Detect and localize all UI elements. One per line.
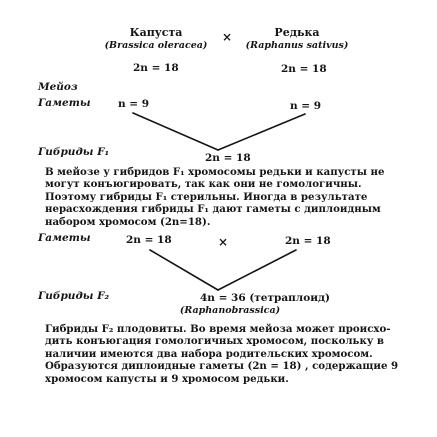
f1-cross-line-left — [133, 113, 218, 150]
gamete-radish-chromosomes: n = 9 — [290, 100, 322, 112]
gamete-diploid-right: 2n = 18 — [285, 235, 331, 247]
gamete-cabbage-chromosomes: n = 9 — [118, 98, 150, 110]
hybrids-f1-label: Гибриды F₁ — [38, 146, 110, 158]
f2-explanation-line: Гибриды F₂ плодовиты. Во время мейоза может происхо- — [45, 323, 391, 335]
f1-explanation-line: могут конъюгировать, так как они не гомологичны. — [45, 178, 362, 191]
f2-cross-line-right — [218, 250, 296, 290]
f2-explanation-line: наличии имеются два набора родительских хромосом. — [45, 347, 373, 360]
f1-explanation-line: набором хромосом (2n=18). — [45, 215, 211, 228]
f1-explanation-line: нерасхождения гибриды F₁ дают гаметы с диплоидным — [45, 203, 381, 216]
gametes2-cross-symbol: × — [218, 235, 229, 249]
parents-cross-symbol: × — [222, 30, 233, 44]
f1-explanation-line: В мейозе у гибридов F₁ хромосомы редьки и капусты не — [45, 166, 385, 178]
f2-cross-line-left — [150, 250, 218, 290]
f2-explanation-line: дить конъюгация гомологичных хромосом, поскольку в — [45, 335, 384, 348]
meiosis-label: Мейоз — [38, 81, 78, 93]
parent-radish-chromosomes: 2n = 18 — [281, 63, 327, 75]
hybrids-f2-label: Гибриды F₂ — [38, 290, 110, 302]
gametes2-label: Гаметы — [38, 232, 91, 244]
f1-cross-line-right — [218, 114, 305, 150]
gamete-diploid-left: 2n = 18 — [126, 234, 172, 246]
parent-radish-latin: (Raphanus sativus) — [245, 40, 349, 51]
f1-chromosomes: 2n = 18 — [205, 152, 251, 164]
gametes-label: Гаметы — [38, 97, 91, 109]
f2-explanation-line: хромосом капусты и 9 хромосом редьки. — [45, 372, 289, 385]
parent-radish-name: Редька — [274, 26, 320, 39]
f1-explanation-line: Поэтому гибриды F₁ стерильны. Иногда в результате — [45, 190, 368, 203]
parent-cabbage-name: Капуста — [129, 26, 183, 39]
f2-latin-name: (Raphanobrassica) — [179, 305, 281, 316]
parent-cabbage-latin: (Brassica oleracea) — [104, 40, 208, 51]
f2-explanation-line: Образуются диплоидные гаметы (2n = 18) , содержащие 9 — [45, 360, 399, 373]
parent-cabbage-chromosomes: 2n = 18 — [133, 62, 179, 74]
f2-chromosomes: 4n = 36 (тетраплоид) — [200, 292, 330, 304]
